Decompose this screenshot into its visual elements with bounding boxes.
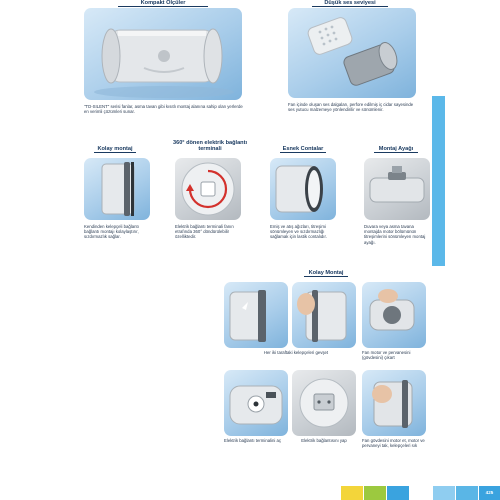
install-caption-4: Elektrik bağlantısını yap bbox=[301, 438, 347, 443]
low-noise-text: Fan içinde oluşan ses dalgaları, perfore edilmiş iç cidar sayesinde ses yutucu malzemeye yönlendirilir ve sönümlenir. bbox=[288, 102, 414, 113]
install-step-4 bbox=[292, 370, 356, 436]
install-step-1a bbox=[224, 282, 288, 348]
install-caption-1: Her iki taraftaki kelepçeleri gevşet bbox=[263, 350, 329, 355]
footer-square-lightblue bbox=[433, 486, 455, 500]
feature-title-terminal: 360° dönen elektrik bağlantı terminali bbox=[172, 140, 248, 153]
side-color-bar bbox=[432, 96, 445, 266]
feature-title-mount-foot: Montaj Ayağı bbox=[374, 146, 418, 153]
install-caption-2: Fan motor ve pervanesini (gövdesini) çıkart bbox=[362, 350, 411, 361]
terminal-photo bbox=[175, 158, 241, 220]
gaskets-photo bbox=[270, 158, 336, 220]
easy-mount-photo bbox=[84, 158, 150, 220]
install-caption-5: Fan gövdesini motor et, motor ve pervaneyi tak, kelepçeleri sık bbox=[362, 438, 425, 449]
install-caption-3: Elektrik bağlantı terminalini aç bbox=[224, 438, 282, 443]
mount-foot-photo bbox=[364, 158, 430, 220]
terminal-text: Elektrik bağlantı terminali fanın etrafında 360° döndürülebilir özelliktedir. bbox=[175, 224, 234, 240]
page-number: 425 bbox=[479, 486, 500, 500]
footer-square-white bbox=[410, 486, 432, 500]
footer-square-green bbox=[364, 486, 386, 500]
install-step-5 bbox=[362, 370, 426, 436]
install-title: Kolay Montaj bbox=[304, 270, 348, 277]
low-noise-title: Düşük ses seviyesi bbox=[312, 0, 388, 7]
feature-title-gaskets: Esnek Contalar bbox=[280, 146, 326, 153]
install-step-3 bbox=[224, 370, 288, 436]
compact-fan-photo bbox=[84, 8, 242, 100]
footer-square-mid bbox=[456, 486, 478, 500]
easy-mount-text: Kendinden kelepçeli bağlantı bağlantı montajı kolaylaştırır, sızdırmazlık sağlar. bbox=[84, 224, 139, 240]
install-step-2 bbox=[362, 282, 426, 348]
compact-size-title: Kompakt Ölçüler bbox=[118, 0, 208, 7]
install-step-1b bbox=[292, 282, 356, 348]
compact-size-text: "TD-SILENT" serisi fanlar, asma tavan gibi kısıtlı montaj alanına sahip olan yerlerde en verimli çözümleri sunar. bbox=[84, 104, 243, 115]
low-noise-photo bbox=[288, 8, 416, 98]
feature-title-easy-mount: Kolay montaj bbox=[94, 146, 136, 153]
mount-foot-text: Duvara veya asma tavana montajda motor bölümünün titreşimlerini sönümleyen montaj ayağı. bbox=[364, 224, 426, 245]
gaskets-text: Emiş ve atış ağızları, titreşimi sönümleyen ve sızdırmazlığı sağlamak için lastik contalıdır. bbox=[270, 224, 327, 240]
footer-square-blue bbox=[387, 486, 409, 500]
footer-square-yellow bbox=[341, 486, 363, 500]
